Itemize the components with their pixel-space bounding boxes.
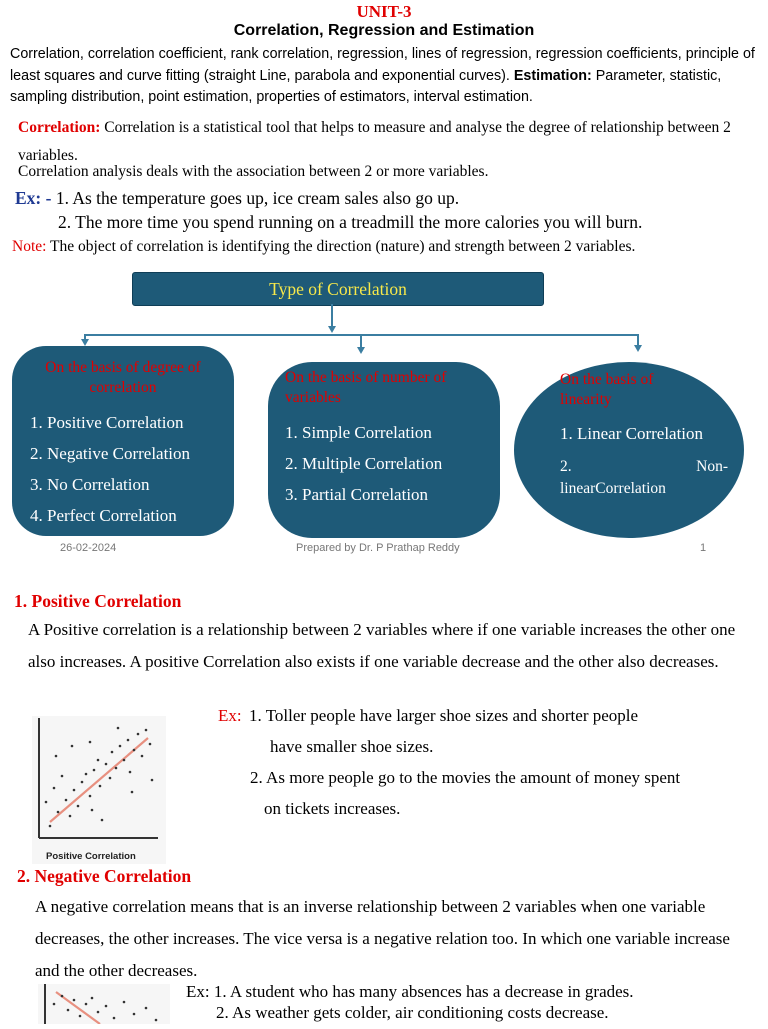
node2-item-partial: 3. Partial Correlation bbox=[285, 485, 429, 504]
estimation-label: Estimation: bbox=[513, 67, 592, 84]
node-number-of-variables bbox=[268, 362, 500, 538]
node1-item-no: 3. No Correlation bbox=[30, 475, 150, 494]
node1-item-perfect: 4. Perfect Correlation bbox=[30, 506, 177, 525]
node1-item-negative: 2. Negative Correlation bbox=[30, 444, 191, 463]
example-1-text: 1. As the temperature goes up, ice cream sales also go up. bbox=[55, 188, 460, 208]
syllabus-text: Correlation, correlation coefficient, rank correlation, regression, lines of regression, regression coefficients, principle of least squares and curve fitting (straight Line, parabola and exponential curves). bbox=[10, 46, 755, 84]
node3-item2-number: 2. bbox=[560, 458, 572, 475]
connector-stem bbox=[331, 304, 333, 328]
syllabus-paragraph bbox=[10, 44, 762, 109]
example-1 bbox=[15, 188, 459, 209]
negative-example-1: Ex: 1. A student who has many absences has a decrease in grades. bbox=[186, 982, 634, 1001]
type-of-correlation-box: Type of Correlation bbox=[132, 272, 544, 306]
positive-example-1-line-1: 1. Toller people have larger shoe sizes and shorter people bbox=[249, 706, 639, 725]
unit-title: UNIT-3 bbox=[356, 2, 412, 21]
node3-item2-rest: linearCorrelation bbox=[560, 480, 666, 497]
correlation-definition-text: Correlation is a statistical tool that helps to measure and analyse the degree of relationship between 2 variables. bbox=[18, 119, 731, 164]
correlation-definition bbox=[18, 114, 738, 170]
positive-example-label: Ex: bbox=[218, 706, 242, 725]
footer-prepared-by: Prepared by Dr. P Prathap Reddy bbox=[296, 542, 460, 554]
footer-date: 26-02-2024 bbox=[60, 542, 117, 554]
arrowhead-left-icon bbox=[81, 339, 89, 346]
positive-figure-caption: Positive Correlation bbox=[46, 851, 136, 862]
node1-heading: On the basis of degree of correlation bbox=[45, 359, 201, 396]
node2-item-multiple: 2. Multiple Correlation bbox=[285, 454, 443, 473]
negative-correlation-heading: 2. Negative Correlation bbox=[17, 866, 192, 886]
positive-scatter-plot bbox=[32, 716, 166, 864]
footer-page-number: 1 bbox=[700, 542, 707, 554]
arrowhead-right-icon bbox=[634, 345, 642, 352]
example-2: 2. The more time you spend running on a treadmill the more calories you will burn. bbox=[58, 212, 643, 232]
arrowhead-center-icon bbox=[328, 326, 336, 333]
example-label: Ex: - bbox=[15, 188, 52, 208]
positive-correlation-figure bbox=[32, 716, 166, 864]
negative-scatter-plot bbox=[38, 984, 170, 1024]
node3-item-nonlinear bbox=[560, 456, 728, 500]
positive-correlation-heading: 1. Positive Correlation bbox=[14, 591, 182, 611]
node3-heading: On the basis of linearity bbox=[560, 371, 654, 408]
node3-item-linear: 1. Linear Correlation bbox=[560, 424, 704, 443]
negative-correlation-figure bbox=[38, 984, 170, 1024]
note-text: The object of correlation is identifying the direction (nature) and strength between 2 variables. bbox=[50, 238, 636, 255]
node-linearity bbox=[514, 362, 744, 538]
arrowhead-middle-icon bbox=[357, 347, 365, 354]
estimation-text: Parameter, statistic, sampling distribution, point estimation, properties of estimators, interval estimation. bbox=[10, 67, 722, 105]
positive-example-1-line-2: have smaller shoe sizes. bbox=[270, 737, 434, 756]
node2-item-simple: 1. Simple Correlation bbox=[285, 423, 432, 442]
node1-item-positive: 1. Positive Correlation bbox=[30, 413, 184, 432]
positive-correlation-body: A Positive correlation is a relationship between 2 variables where if one variable increases the other one also increases. A positive Correlation also exists if one variable decrease and the other also decreases. bbox=[28, 620, 736, 671]
positive-example-2-line-2: on tickets increases. bbox=[264, 799, 401, 818]
positive-example-2-line-1: 2. As more people go to the movies the amount of money spent bbox=[250, 768, 681, 787]
note bbox=[12, 238, 635, 256]
correlation-label: Correlation: bbox=[18, 119, 101, 136]
negative-correlation-body: A negative correlation means that is an inverse relationship between 2 variables when one variable decreases, the other increases. The vice versa is a negative relation too. In which one variable increase and the other decreases. bbox=[35, 897, 730, 980]
negative-example-2: 2. As weather gets colder, air conditioning costs decrease. bbox=[216, 1003, 609, 1022]
node-degree-of-correlation bbox=[12, 346, 234, 536]
note-label: Note: bbox=[12, 238, 47, 255]
node2-heading: On the basis of number of variables bbox=[285, 369, 447, 406]
node3-item2-word: Non- bbox=[696, 458, 728, 475]
correlation-analysis: Correlation analysis deals with the association between 2 or more variables. bbox=[18, 163, 489, 180]
page-subtitle: Correlation, Regression and Estimation bbox=[233, 22, 535, 39]
